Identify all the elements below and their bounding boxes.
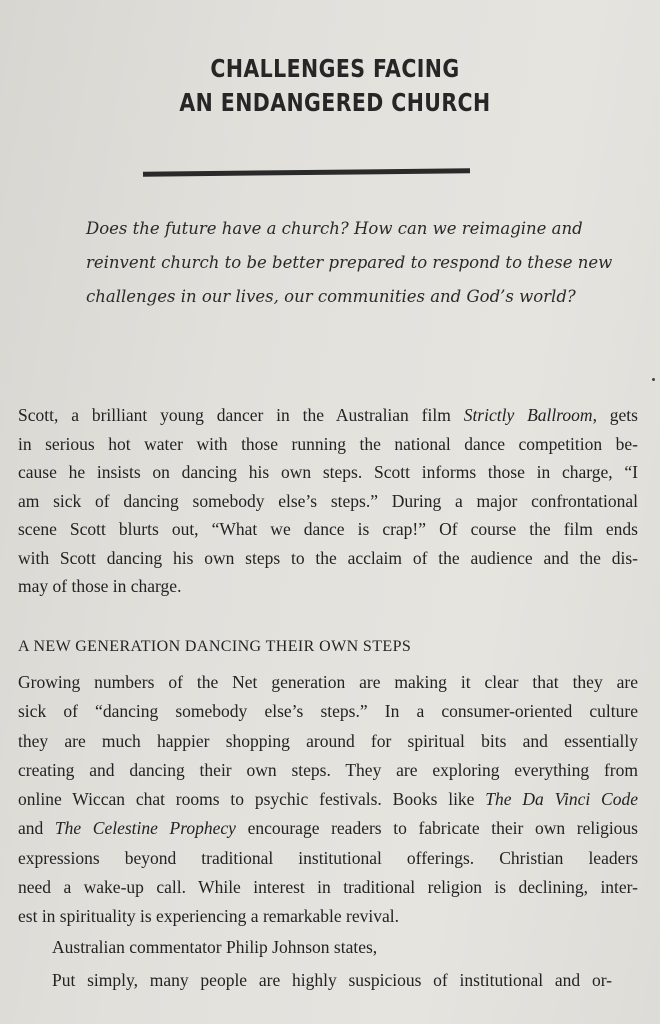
- epigraph: [86, 212, 613, 314]
- text-run: online Wiccan chat rooms to psychic festivals. Books like: [18, 789, 486, 810]
- section-paragraph: [18, 668, 638, 932]
- paragraph-line: scene Scott blurts out, “What we dance is crap!” Of course the film ends: [18, 519, 638, 539]
- opening-paragraph: [18, 401, 638, 601]
- book-title: The Da Vinci Code: [485, 789, 638, 810]
- epigraph-line-2: reinvent church to be better prepared to respond to these new: [86, 253, 613, 272]
- paragraph-line: need a wake-up call. While interest in traditional religion is declining, inter-: [18, 877, 638, 898]
- chapter-title-line-1: CHALLENGES FACING: [210, 54, 460, 83]
- title-underline-rule: [143, 168, 470, 176]
- paragraph-line: [18, 401, 638, 430]
- paragraph-line: Australian commentator Philip Johnson states,: [52, 937, 378, 957]
- paragraph-line: may of those in charge.: [18, 576, 182, 596]
- chapter-title: [151, 52, 520, 120]
- block-quote: [52, 966, 612, 995]
- section-heading: A NEW GENERATION DANCING THEIR OWN STEPS: [18, 638, 412, 655]
- film-title: Strictly Ballroom: [463, 405, 593, 425]
- paragraph-line: in serious hot water with those running the national dance competition be-: [18, 433, 638, 454]
- paragraph-line: [18, 785, 638, 814]
- paragraph-line: est in spirituality is experiencing a remarkable revival.: [18, 906, 399, 927]
- paragraph-line: with Scott dancing his own steps to the acclaim of the audience and the dis-: [18, 547, 638, 568]
- text-run: , gets: [592, 405, 638, 425]
- paragraph-line: creating and dancing their own steps. They are exploring everything from: [18, 759, 638, 780]
- paragraph-line: sick of “dancing somebody else’s steps.” In a consumer-oriented culture: [18, 701, 638, 722]
- page-speck: [652, 378, 655, 381]
- attribution-paragraph: [52, 933, 612, 962]
- epigraph-line-3: challenges in our lives, our communities and God’s world?: [86, 287, 576, 306]
- paragraph-line: expressions beyond traditional institutional offerings. Christian leaders: [18, 847, 638, 868]
- text-run: encourage readers to fabricate their own religious: [235, 818, 638, 839]
- paragraph-line: cause he insists on dancing his own steps. Scott informs those in charge, “I: [18, 462, 638, 482]
- text-run: and: [18, 818, 55, 839]
- quote-line: Put simply, many people are highly suspicious of institutional and or-: [52, 970, 612, 990]
- epigraph-line-1: Does the future have a church? How can we reimagine and: [86, 219, 583, 238]
- paragraph-line: they are much happier shopping around for spiritual bits and essentially: [18, 730, 638, 751]
- paragraph-line: am sick of dancing somebody else’s steps.” During a major confrontational: [18, 490, 638, 511]
- text-run: Scott, a brilliant young dancer in the Australian film: [18, 405, 464, 425]
- paragraph-line: [18, 814, 638, 843]
- paragraph-line: Growing numbers of the Net generation are making it clear that they are: [18, 672, 638, 692]
- chapter-title-line-2: AN ENDANGERED CHURCH: [179, 88, 491, 117]
- book-title: The Celestine Prophecy: [54, 818, 236, 839]
